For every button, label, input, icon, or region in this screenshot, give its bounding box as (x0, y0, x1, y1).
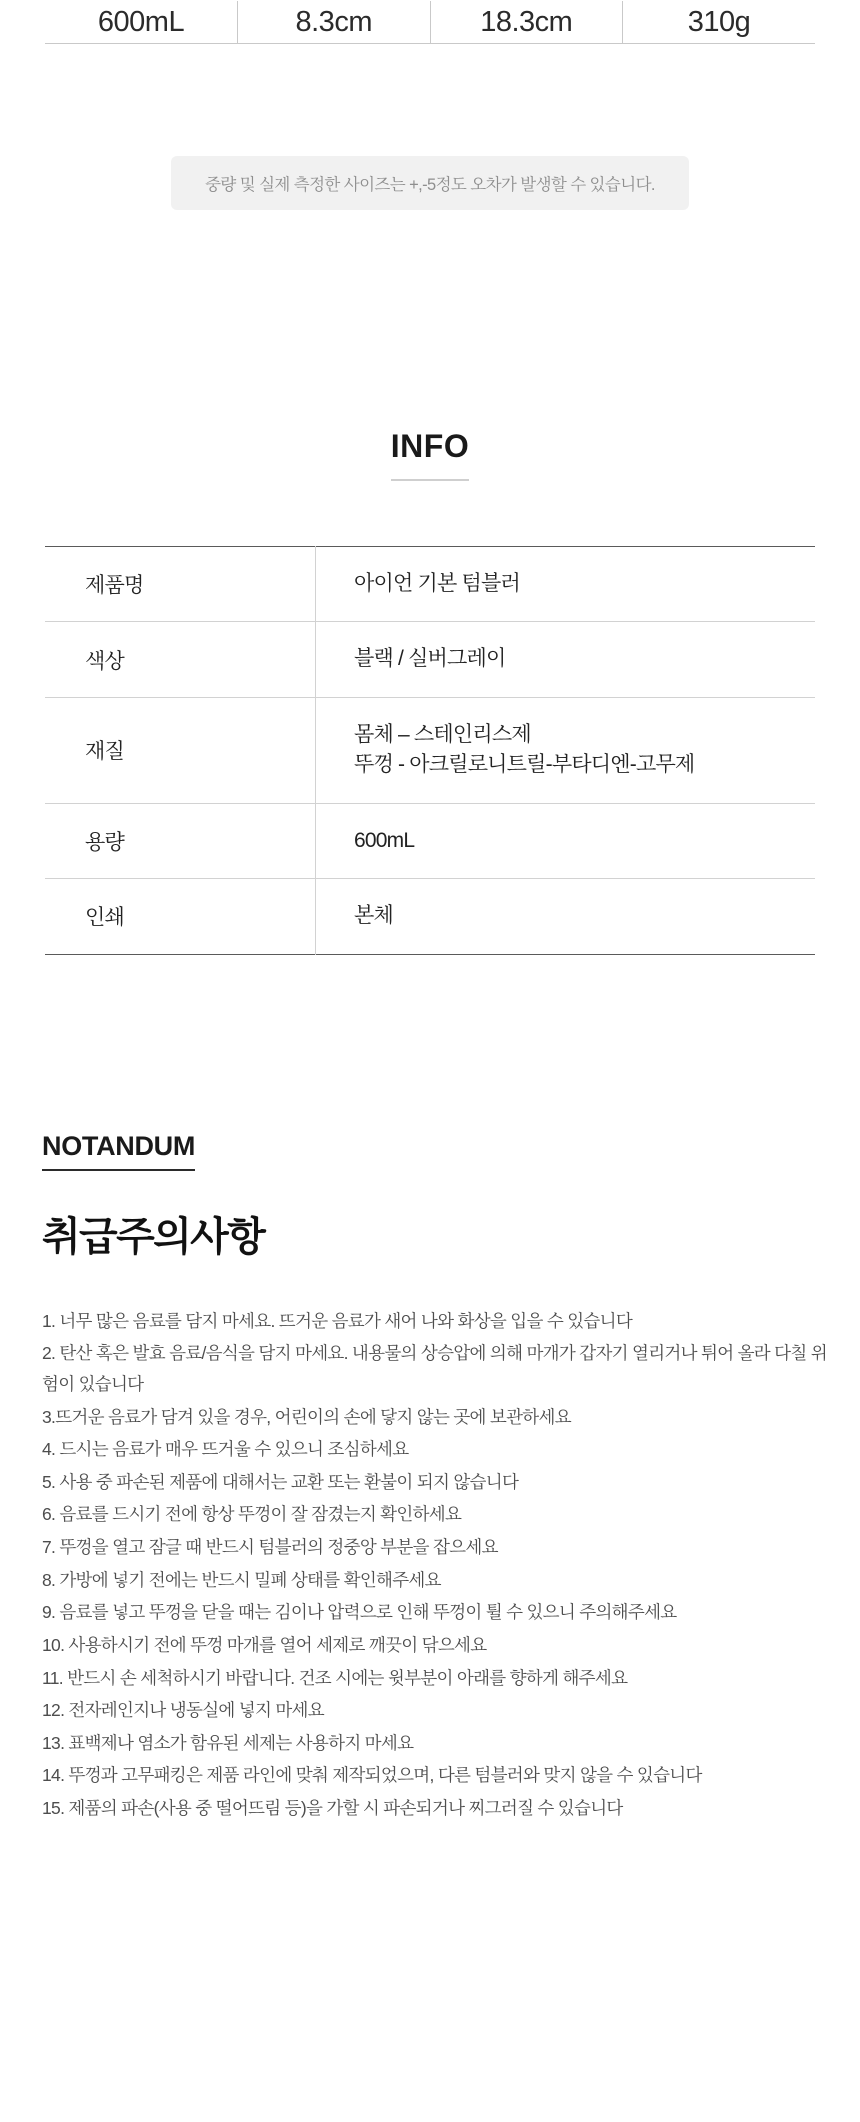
list-item: 15. 제품의 파손(사용 중 떨어뜨림 등)을 가할 시 파손되거나 찌그러질 수 있습니다 (42, 1798, 623, 1818)
info-label-product-name: 제품명 (45, 547, 316, 622)
info-value-line-1: 600mL (354, 828, 415, 852)
notandum-eyebrow: NOTANDUM (42, 1131, 195, 1171)
table-row (45, 879, 815, 954)
info-heading-wrapper (0, 428, 860, 481)
list-item: 11. 반드시 손 세척하시기 바랍니다. 건조 시에는 윗부분이 아래를 향하게 해주세요 (42, 1667, 628, 1688)
info-heading: INFO (391, 428, 469, 481)
info-value-color (316, 622, 816, 697)
list-item: 7. 뚜껑을 열고 잠글 때 반드시 텀블러의 정중앙 부분을 잡으세요 (42, 1537, 498, 1557)
list-item: 6. 음료를 드시기 전에 항상 뚜껑이 잘 잠겼는지 확인하세요 (42, 1504, 462, 1525)
list-item: 13. 표백제나 염소가 함유된 세제는 사용하지 마세요 (42, 1732, 414, 1753)
list-item: 4. 드시는 음료가 매우 뜨거울 수 있으니 조심하세요 (42, 1439, 409, 1460)
info-label-color: 색상 (45, 622, 316, 697)
measurement-weight: 310g (623, 1, 816, 44)
info-value-line-1: 본체 (354, 904, 393, 928)
info-value-line-2: 뚜껑 - 아크릴로니트릴-부타디엔-고무제 (354, 753, 695, 777)
table-row (45, 803, 815, 878)
info-value-capacity (316, 803, 816, 878)
measurement-height: 18.3cm (430, 1, 623, 44)
info-value-material (316, 697, 816, 803)
list-item: 14. 뚜껑과 고무패킹은 제품 라인에 맞춰 제작되었으며, 다른 텀블러와 맞지 않을 수 있습니다 (42, 1765, 702, 1786)
measurement-width: 8.3cm (238, 1, 431, 44)
measurement-table (45, 1, 815, 44)
measurement-capacity: 600mL (45, 1, 238, 44)
info-value-line-1: 아이언 기본 텀블러 (354, 572, 520, 595)
info-value-line-1: 몸체 – 스테인리스제 (354, 722, 531, 746)
tolerance-notice: 중량 및 실제 측정한 사이즈는 +,-5정도 오차가 발생할 수 있습니다. (171, 156, 689, 210)
list-item: 8. 가방에 넣기 전에는 반드시 밀폐 상태를 확인해주세요 (42, 1569, 441, 1590)
info-label-material: 재질 (45, 697, 316, 803)
info-value-line-1: 블랙 / 실버그레이 (354, 647, 506, 671)
list-item: 2. 탄산 혹은 발효 음료/음식을 담지 마세요. 내용물의 상승압에 의해 마개가 갑자기 열리거나 튀어 올라 다칠 위험이 있습니다 (42, 1343, 827, 1394)
table-row (45, 697, 815, 803)
notandum-section (42, 1131, 860, 1824)
table-row (45, 1, 815, 44)
info-value-product-name (316, 547, 816, 622)
list-item: 5. 사용 중 파손된 제품에 대해서는 교환 또는 환불이 되지 않습니다 (42, 1471, 519, 1492)
info-label-printing: 인쇄 (45, 879, 316, 954)
info-value-printing (316, 879, 816, 954)
tolerance-notice-wrapper (0, 156, 860, 210)
list-item: 9. 음료를 넣고 뚜껑을 닫을 때는 김이나 압력으로 인해 뚜껑이 튈 수 있으니 주의해주세요 (42, 1602, 677, 1623)
caution-list (42, 1306, 860, 1824)
list-item: 10. 사용하시기 전에 뚜껑 마개를 열어 세제로 깨끗이 닦으세요 (42, 1634, 487, 1655)
notandum-title: 취급주의사항 (42, 1214, 265, 1259)
info-label-capacity: 용량 (45, 803, 316, 878)
info-table (45, 546, 815, 955)
table-row (45, 622, 815, 697)
list-item: 1. 너무 많은 음료를 담지 마세요. 뜨거운 음료가 새어 나와 화상을 입을 수 있습니다 (42, 1310, 633, 1331)
list-item: 12. 전자레인지나 냉동실에 넣지 마세요 (42, 1700, 324, 1721)
list-item: 3.뜨거운 음료가 담겨 있을 경우, 어린이의 손에 닿지 않는 곳에 보관하세요 (42, 1406, 571, 1427)
measurement-table-clipped (0, 0, 860, 44)
table-row (45, 547, 815, 622)
notandum-eyebrow-wrapper (42, 1131, 860, 1171)
